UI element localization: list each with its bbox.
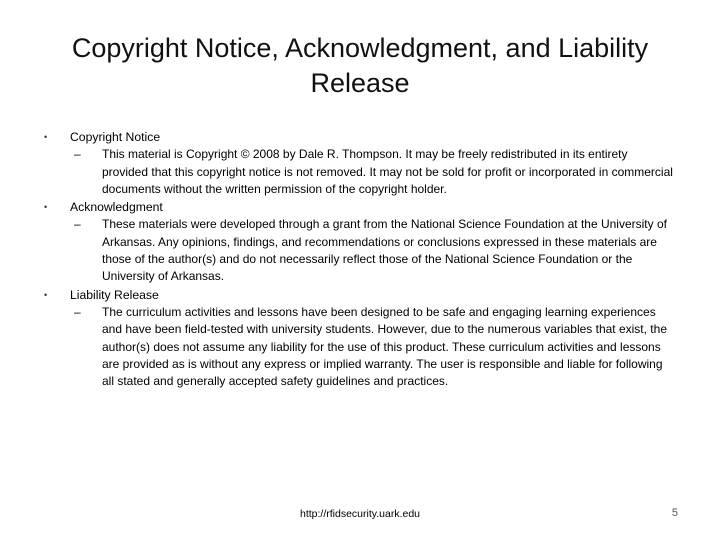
- bullet-item-liability-release: [44, 287, 674, 391]
- sub-bullet-text: This material is Copyright © 2008 by Dale R. Thompson. It may be freely redistributed in its entirety provided that this copyright notice is not removed. It may not be sold for profit or incorporated in commercial documents without the written permission of the copyright holder.: [102, 147, 673, 196]
- bullet-icon: •: [44, 202, 48, 213]
- bullet-heading: Copyright Notice: [70, 130, 161, 144]
- slide-content: [44, 129, 674, 391]
- bullet-icon: •: [44, 289, 48, 300]
- slide-title: Copyright Notice, Acknowledgment, and Liability Release: [71, 33, 649, 98]
- sub-bullet-item: [70, 216, 674, 285]
- page-number: 5: [671, 507, 678, 519]
- sub-bullet-text: These materials were developed through a grant from the National Science Foundation at the University of Arkansas. Any opinions, findings, and recommendations or conclusions expressed in these materials are those of the author(s) and do not necessarily reflect those of the National Science Foundation or the University of Arkansas.: [102, 217, 667, 284]
- sub-bullet-item: [70, 304, 674, 390]
- dash-icon: –: [74, 147, 81, 162]
- bullet-item-copyright-notice: [44, 129, 674, 198]
- sub-bullet-item: [70, 146, 674, 198]
- bullet-heading: Acknowledgment: [70, 200, 163, 215]
- dash-icon: –: [74, 304, 81, 319]
- dash-icon: –: [74, 217, 81, 232]
- bullet-icon: •: [44, 132, 48, 142]
- bullet-item-acknowledgment: [44, 199, 674, 285]
- footer-url-link[interactable]: http://rfidsecurity.uark.edu: [299, 508, 421, 520]
- bullet-heading: Liability Release: [70, 287, 159, 302]
- sub-bullet-text: The curriculum activities and lessons have been designed to be safe and engaging learning experiences and have been field-tested with university students. However, due to the numerous variables that exist, the author(s) does not assume any liability for the use of this product. These curriculum activities and lessons are provided as is without any express or implied warranty. The user is responsible and liable for following all stated and generally accepted safety guidelines and practices.: [102, 304, 667, 389]
